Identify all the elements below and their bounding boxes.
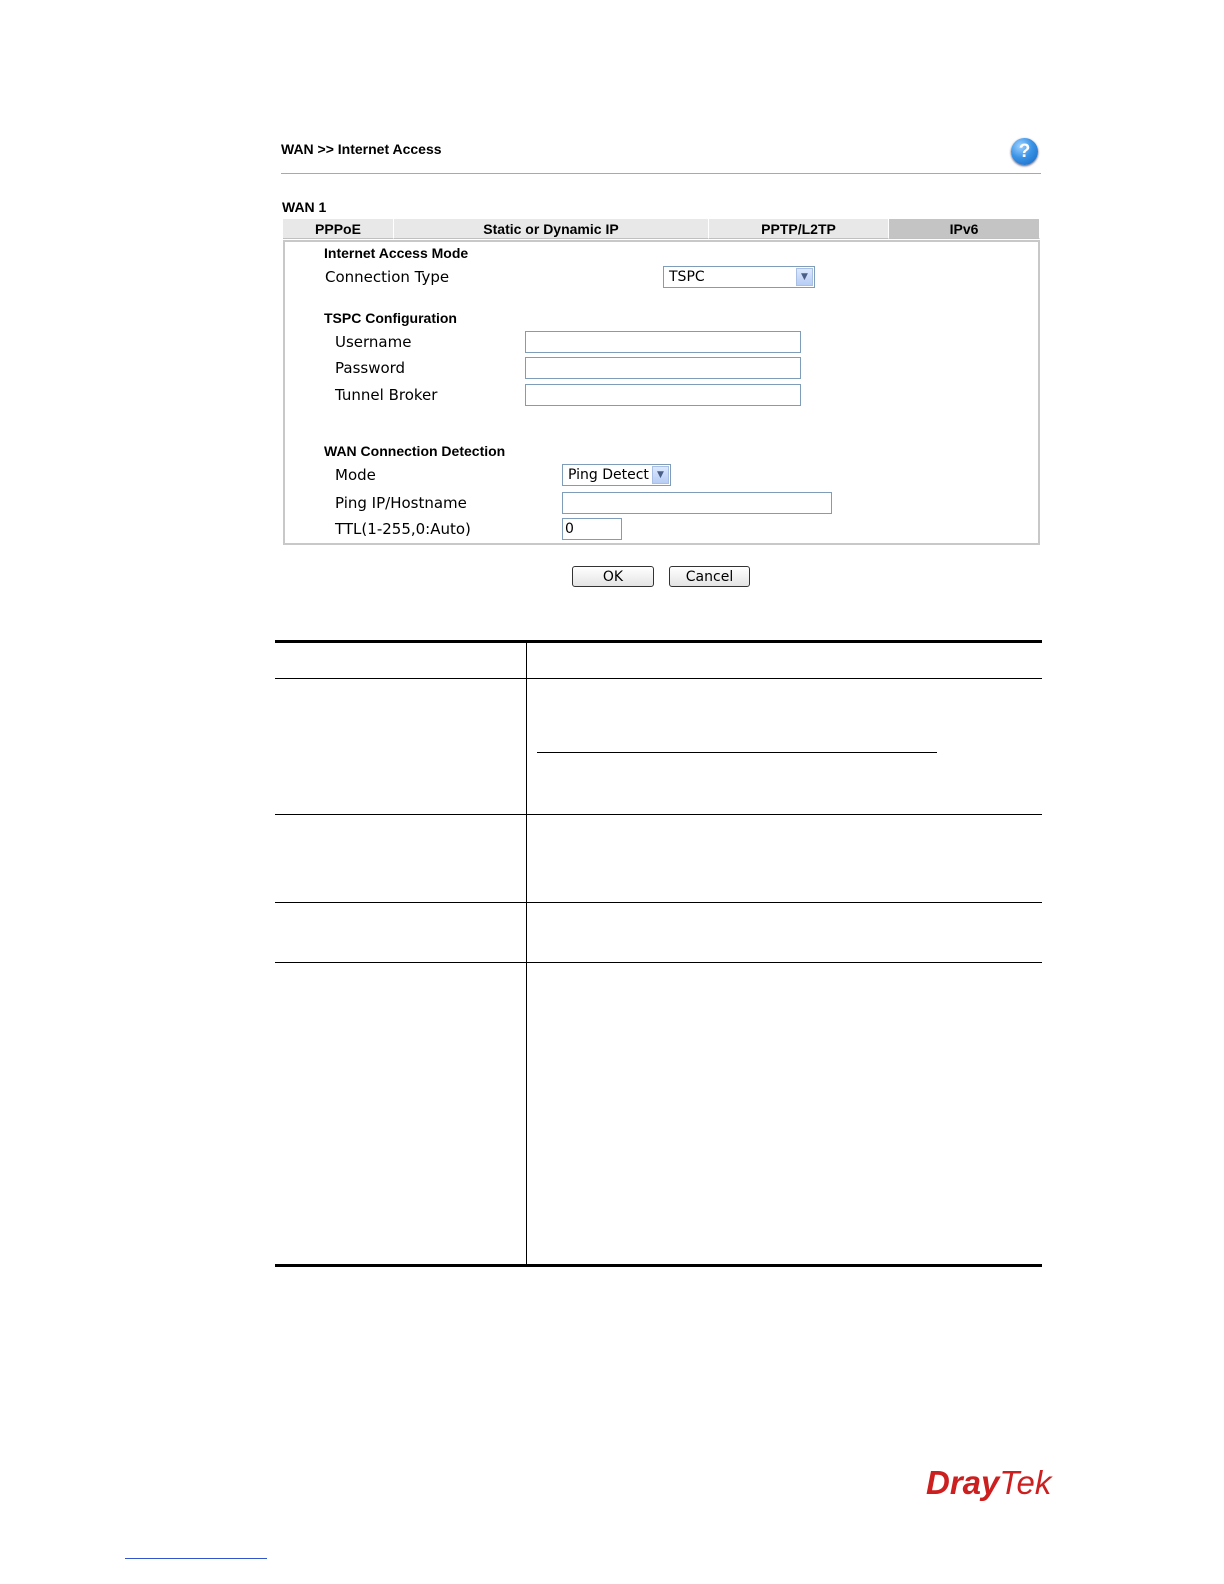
ping-hostname-label: Ping IP/Hostname xyxy=(335,494,467,512)
username-label: Username xyxy=(335,333,412,351)
text-underline xyxy=(537,752,937,753)
wan-tabs xyxy=(283,219,1040,240)
cancel-button[interactable]: Cancel xyxy=(669,566,750,587)
tspc-configuration-heading: TSPC Configuration xyxy=(324,310,457,326)
header-divider xyxy=(281,173,1041,174)
footer-link-line xyxy=(125,1558,267,1559)
ping-hostname-field[interactable] xyxy=(562,492,832,514)
ttl-label: TTL(1-255,0:Auto) xyxy=(335,520,471,538)
tab-pptp-l2tp[interactable]: PPTP/L2TP xyxy=(709,219,889,239)
table-column-divider xyxy=(526,641,527,1266)
password-field[interactable] xyxy=(525,357,801,379)
table-top-rule xyxy=(275,640,1042,643)
username-field[interactable] xyxy=(525,331,801,353)
table-row-divider xyxy=(275,814,1042,815)
connection-type-value: TSPC xyxy=(669,269,705,285)
wan-title: WAN 1 xyxy=(282,199,327,215)
connection-type-label: Connection Type xyxy=(325,268,450,286)
tunnel-broker-field[interactable] xyxy=(525,384,801,406)
table-bottom-rule xyxy=(275,1264,1042,1267)
tunnel-broker-label: Tunnel Broker xyxy=(335,386,438,404)
logo-dray: Dray xyxy=(926,1464,1000,1501)
page-breadcrumb: WAN >> Internet Access xyxy=(281,141,442,157)
table-row-divider xyxy=(275,902,1042,903)
password-label: Password xyxy=(335,359,406,377)
chevron-down-icon[interactable]: ▼ xyxy=(652,466,669,484)
tab-ipv6[interactable]: IPv6 xyxy=(889,219,1040,239)
table-row-divider xyxy=(275,962,1042,963)
tab-static-dynamic-ip[interactable]: Static or Dynamic IP xyxy=(394,219,709,239)
connection-type-select[interactable] xyxy=(663,266,815,288)
help-icon[interactable]: ? xyxy=(1011,138,1038,165)
internet-access-mode-heading: Internet Access Mode xyxy=(324,245,469,261)
detection-mode-value: Ping Detect xyxy=(568,467,649,483)
mode-label: Mode xyxy=(335,466,376,484)
chevron-down-icon[interactable]: ▼ xyxy=(796,268,813,286)
tab-pppoe[interactable]: PPPoE xyxy=(283,219,394,239)
logo-tek: Tek xyxy=(999,1464,1052,1501)
draytek-logo xyxy=(926,1464,1051,1502)
ok-button[interactable]: OK xyxy=(572,566,654,587)
wan-connection-detection-heading: WAN Connection Detection xyxy=(324,443,506,459)
ttl-field[interactable]: 0 xyxy=(562,518,622,540)
table-row-divider xyxy=(275,678,1042,679)
detection-mode-select[interactable] xyxy=(562,464,671,486)
